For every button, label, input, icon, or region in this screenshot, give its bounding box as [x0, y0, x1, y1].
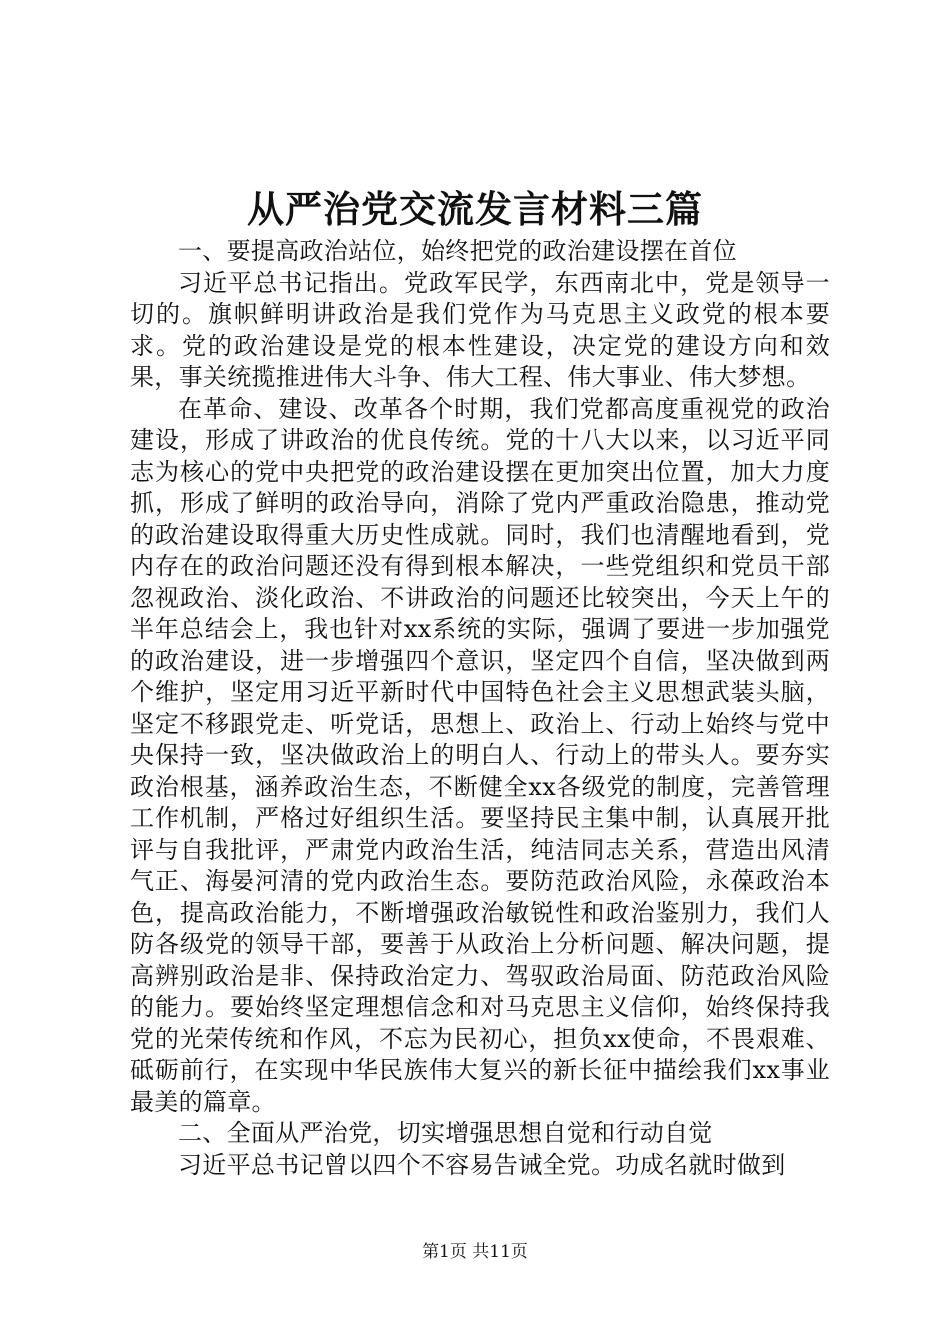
paragraph-2: 在革命、建设、改革各个时期，我们党都高度重视党的政治建设，形成了讲政治的优良传统。党的十八大以来，以习近平同志为核心的党中央把党的政治建设摆在更加突出位置，加大力度抓，形成了鲜明的政治导向，消除了党内严重政治隐患，推动党的政治建设取得重大历史性成就。同时，我们也清醒地看到，党内存在的政治问题还没有得到根本解决，一些党组织和党员干部忽视政治、淡化政治、不讲政治的问题还比较突出，今天上午的半年总结会上，我也针对xx系统的实际，强调了要进一步加强党的政治建设，进一步增强四个意识，坚定四个自信，坚决做到两个维护，坚定用习近平新时代中国特色社会主义思想武装头脑，坚定不移跟党走、听党话，思想上、政治上、行动上始终与党中央保持一致，坚决做政治上的明白人、行动上的带头人。要夯实政治根基，涵养政治生态，不断健全xx各级党的制度，完善管理工作机制，严格过好组织生活。要坚持民主集中制，认真展开批评与自我批评，严肃党内政治生活，纯洁同志关系，营造出风清气正、海晏河清的党内政治生态。要防范政治风险，永葆政治本色，提高政治能力，不断增强政治敏锐性和政治鉴别力，我们人防各级党的领导干部，要善于从政治上分析问题、解决问题，提高辨别政治是非、保持政治定力、驾驭政治局面、防范政治风险的能力。要始终坚定理想信念和对马克思主义信仰，始终保持我党的光荣传统和作风，不忘为民初心，担负xx使命，不畏艰难、砥砺前行，在实现中华民族伟大复兴的新长征中描绘我们xx事业最美的篇章。 — [130, 394, 830, 1116]
page-footer: 第1页 共11页 — [422, 1242, 528, 1262]
paragraph-3: 习近平总书记曾以四个不容易告诫全党。功成名就时做到 — [178, 1150, 786, 1179]
document-title: 从严治党交流发言材料三篇 — [247, 187, 703, 231]
section-heading-1: 一、要提高政治站位，始终把党的政治建设摆在首位 — [178, 237, 737, 265]
paragraph-1: 习近平总书记指出。党政军民学，东西南北中，党是领导一切的。旗帜鲜明讲政治是我们党作为马克思主义政党的根本要求。党的政治建设是党的根本性建设，决定党的建设方向和效果，事关统揽推进伟大斗争、伟大工程、伟大事业、伟大梦想。 — [130, 268, 830, 391]
document-body — [130, 236, 830, 1181]
section-heading-2: 二、全面从严治党，切实增强思想自觉和行动自觉 — [178, 1119, 713, 1147]
